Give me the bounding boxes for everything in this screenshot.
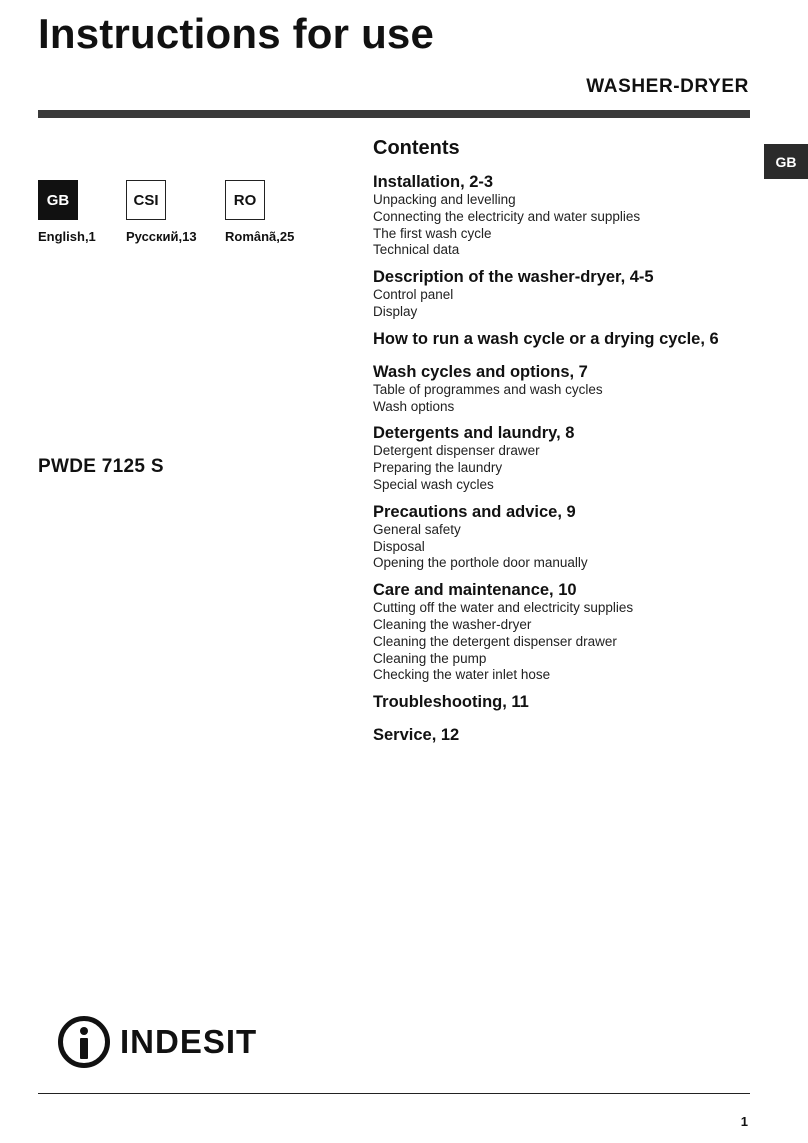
brand-logo — [58, 1016, 257, 1068]
language-label-gb: English,1 — [38, 229, 96, 244]
contents-section-title[interactable]: Description of the washer-dryer, 4-5 — [373, 268, 654, 287]
table-of-contents — [373, 136, 773, 758]
contents-section — [373, 362, 773, 416]
indesit-logo-icon — [58, 1016, 110, 1068]
contents-section-title[interactable]: How to run a wash cycle or a drying cycle, 6 — [373, 329, 719, 348]
language-ro[interactable] — [225, 180, 294, 244]
contents-sections — [373, 172, 773, 745]
contents-section-title[interactable]: Wash cycles and options, 7 — [373, 362, 588, 381]
language-code-csi: CSI — [126, 180, 166, 220]
language-side-tab: GB — [764, 144, 808, 179]
contents-item[interactable]: Wash options — [373, 398, 455, 414]
contents-section-title[interactable]: Troubleshooting, 11 — [373, 693, 529, 712]
contents-section-title[interactable]: Installation, 2-3 — [373, 173, 494, 191]
contents-item[interactable]: General safety — [373, 521, 461, 537]
contents-item[interactable]: Preparing the laundry — [373, 460, 503, 476]
footer-divider — [38, 1093, 750, 1094]
contents-item[interactable]: Table of programmes and wash cycles — [373, 381, 603, 397]
contents-item[interactable]: Cutting off the water and electricity supplies — [373, 600, 634, 616]
contents-section-title[interactable]: Service, 12 — [373, 726, 460, 745]
model-number: PWDE 7125 S — [38, 456, 164, 477]
contents-section-title[interactable]: Care and maintenance, 10 — [373, 581, 577, 600]
contents-item[interactable]: Control panel — [373, 287, 454, 303]
contents-item[interactable]: Checking the water inlet hose — [373, 667, 551, 683]
contents-item[interactable]: Cleaning the washer-dryer — [373, 616, 532, 632]
contents-section — [373, 172, 773, 259]
contents-section — [373, 423, 773, 493]
product-type: WASHER-DRYER — [586, 76, 749, 97]
contents-item[interactable]: Unpacking and levelling — [373, 192, 516, 207]
contents-item[interactable]: Opening the porthole door manually — [373, 555, 588, 571]
contents-section — [373, 692, 773, 712]
contents-item[interactable]: Disposal — [373, 538, 425, 554]
contents-item[interactable]: Cleaning the detergent dispenser drawer — [373, 633, 617, 649]
language-label-csi: Русский,13 — [126, 229, 197, 244]
contents-section — [373, 580, 773, 684]
contents-section-title[interactable]: Precautions and advice, 9 — [373, 502, 576, 521]
contents-section-title[interactable]: Detergents and laundry, 8 — [373, 424, 575, 443]
contents-item[interactable]: Cleaning the pump — [373, 650, 487, 666]
contents-item[interactable]: Detergent dispenser drawer — [373, 443, 540, 459]
contents-section — [373, 267, 773, 321]
contents-item[interactable]: Display — [373, 303, 418, 319]
language-csi[interactable] — [126, 180, 197, 244]
header-divider — [38, 110, 750, 118]
contents-heading: Contents — [373, 137, 460, 159]
language-label-ro: Românã,25 — [225, 229, 295, 244]
contents-item[interactable]: Connecting the electricity and water supplies — [373, 208, 641, 224]
language-gb[interactable] — [38, 180, 96, 244]
contents-item[interactable]: Technical data — [373, 242, 460, 258]
contents-section — [373, 329, 773, 349]
contents-section — [373, 502, 773, 572]
language-code-ro: RO — [225, 180, 265, 220]
brand-name: INDESIT — [120, 1023, 258, 1060]
page-number: 1 — [740, 1114, 748, 1129]
contents-item[interactable]: The first wash cycle — [373, 225, 492, 241]
page-title: Instructions for use — [38, 10, 435, 57]
contents-section — [373, 725, 773, 745]
language-code-gb: GB — [38, 180, 78, 220]
contents-item[interactable]: Special wash cycles — [373, 476, 494, 492]
